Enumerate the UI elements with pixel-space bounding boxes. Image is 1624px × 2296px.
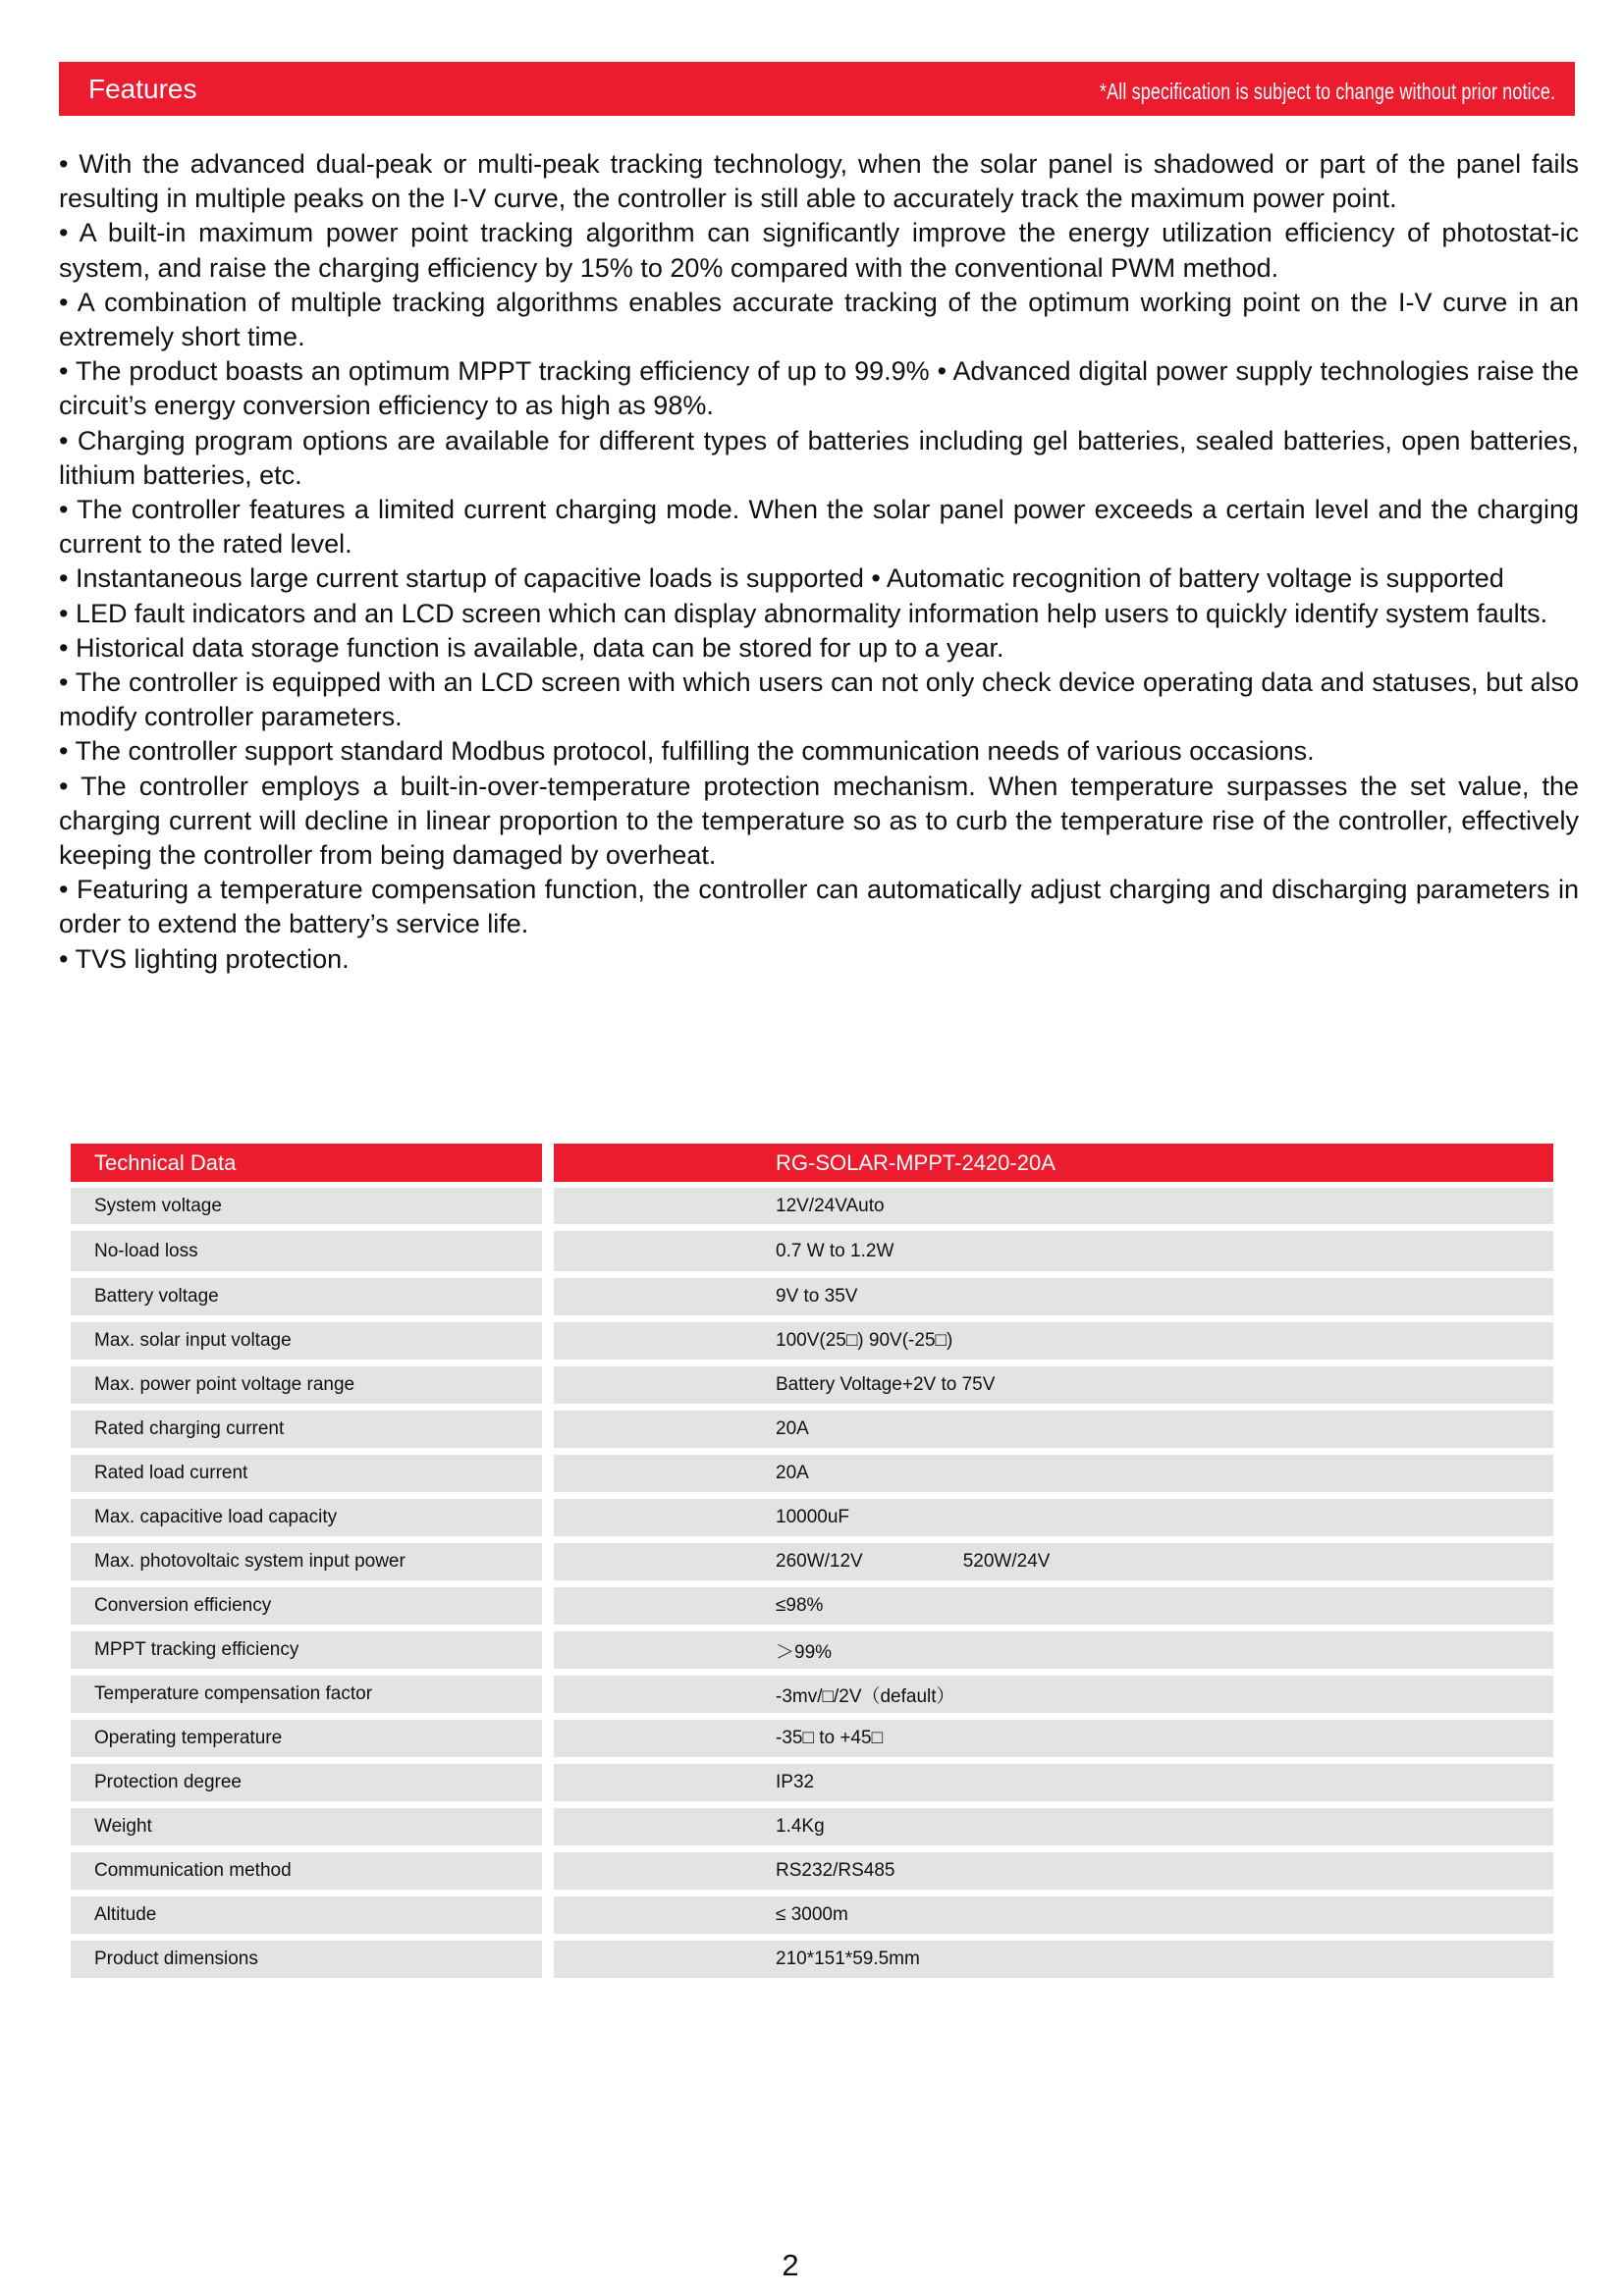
- spec-value: 12V/24VAuto: [554, 1188, 1553, 1224]
- table-header-model: RG-SOLAR-MPPT-2420-20A: [554, 1144, 1553, 1182]
- spec-value: Battery Voltage+2V to 75V: [554, 1366, 1553, 1404]
- feature-item: • TVS lighting protection.: [59, 943, 350, 974]
- spec-label: System voltage: [71, 1188, 542, 1224]
- feature-item: • Historical data storage function is available, data can be stored for up to a year.: [59, 632, 1004, 663]
- table-row: [71, 1720, 1553, 1757]
- spec-label: Altitude: [71, 1896, 542, 1934]
- table-row: [71, 1631, 1553, 1669]
- features-header-bar: [59, 62, 1575, 116]
- feature-item: • A combination of multiple tracking algorithms enables accurate tracking of the optimum working point on the I-V curve in an extremely short time.: [59, 287, 1579, 352]
- table-row: [71, 1764, 1553, 1801]
- table-row: [71, 1587, 1553, 1625]
- feature-item: • A built-in maximum power point tracking algorithm can significantly improve the energy utilization efficiency of photostat-ic system, and raise the charging efficiency by 15% to 20% compared with the conventional PWM method.: [59, 218, 1579, 283]
- table-row: [71, 1808, 1553, 1845]
- spec-label: Rated charging current: [71, 1411, 542, 1448]
- spec-label: Battery voltage: [71, 1278, 542, 1315]
- spec-value: 210*151*59.5mm: [554, 1941, 1553, 1978]
- table-row: [71, 1322, 1553, 1360]
- table-row: [71, 1411, 1553, 1448]
- table-row: [71, 1231, 1553, 1271]
- table-row: [71, 1499, 1553, 1536]
- page-number: 2: [782, 2248, 799, 2282]
- spec-value-24v: 520W/24V: [962, 1551, 1051, 1572]
- feature-item: • LED fault indicators and an LCD screen which can display abnormality information help users to quickly identify system faults.: [59, 598, 1548, 628]
- feature-item: • Instantaneous large current startup of capacitive loads is supported • Automatic recognition of battery voltage is supported: [59, 563, 1504, 594]
- spec-label: Max. capacitive load capacity: [71, 1499, 542, 1536]
- spec-value: 20A: [554, 1411, 1553, 1448]
- technical-data-table: [71, 1144, 1553, 1985]
- feature-item: • The controller features a limited current charging mode. When the solar panel power exceeds a certain level and the charging current to the rated level.: [59, 495, 1579, 560]
- table-row: [71, 1366, 1553, 1404]
- table-row: [71, 1676, 1553, 1713]
- spec-value: -35□ to +45□: [554, 1720, 1553, 1757]
- table-row: [71, 1455, 1553, 1492]
- feature-item: • The controller employs a built-in-over-temperature protection mechanism. When temperature surpasses the set value, the charging current will decline in linear proportion to the temperature so as to curb the temperature rise of the controller, effectively keeping the controller from being damaged by overheat.: [59, 771, 1579, 871]
- spec-label: No-load loss: [71, 1231, 542, 1271]
- spec-label: Operating temperature: [71, 1720, 542, 1757]
- spec-value: ＞99%: [554, 1631, 1553, 1669]
- table-header-label: Technical Data: [71, 1144, 542, 1182]
- spec-value: ≤98%: [554, 1587, 1553, 1625]
- spec-label: Max. photovoltaic system input power: [71, 1543, 542, 1580]
- table-row: [71, 1543, 1553, 1580]
- spec-value: 20A: [554, 1455, 1553, 1492]
- spec-value: RS232/RS485: [554, 1852, 1553, 1890]
- spec-label: Protection degree: [71, 1764, 542, 1801]
- feature-item: • Featuring a temperature compensation function, the controller can automatically adjust charging and discharging parameters in order to extend the battery’s service life.: [59, 875, 1579, 939]
- spec-value: ≤ 3000m: [554, 1896, 1553, 1934]
- spec-value: 0.7 W to 1.2W: [554, 1231, 1553, 1271]
- feature-item: • With the advanced dual-peak or multi-peak tracking technology, when the solar panel is shadowed or part of the panel fails resulting in multiple peaks on the I-V curve, the controller is still able to accurately track the maximum power point.: [59, 149, 1579, 214]
- spec-value: 1.4Kg: [554, 1808, 1553, 1845]
- spec-value: IP32: [554, 1764, 1553, 1801]
- spec-value: 100V(25□) 90V(-25□): [554, 1322, 1553, 1360]
- spec-label: Rated load current: [71, 1455, 542, 1492]
- spec-value: -3mv/□/2V（default）: [554, 1676, 1553, 1713]
- spec-value: 9V to 35V: [554, 1278, 1553, 1315]
- spec-label: Max. power point voltage range: [71, 1366, 542, 1404]
- spec-label: Max. solar input voltage: [71, 1322, 542, 1360]
- spec-label: Temperature compensation factor: [71, 1676, 542, 1713]
- feature-item: • The controller support standard Modbus protocol, fulfilling the communication needs of various occasions.: [59, 736, 1315, 767]
- table-row: [71, 1278, 1553, 1315]
- table-row: [71, 1852, 1553, 1890]
- spec-label: MPPT tracking efficiency: [71, 1631, 542, 1669]
- table-row: [71, 1941, 1553, 1978]
- spec-value: 10000uF: [554, 1499, 1553, 1536]
- spec-label: Product dimensions: [71, 1941, 542, 1978]
- feature-item: • The product boasts an optimum MPPT tracking efficiency of up to 99.9% • Advanced digital power supply technologies raise the circuit’s energy conversion efficiency to as high as 98%.: [59, 356, 1579, 421]
- table-row: [71, 1896, 1553, 1934]
- spec-label: Communication method: [71, 1852, 542, 1890]
- table-row: [71, 1188, 1553, 1224]
- feature-item: • The controller is equipped with an LCD screen with which users can not only check device operating data and statuses, but also modify controller parameters.: [59, 667, 1579, 732]
- spec-label: Conversion efficiency: [71, 1587, 542, 1625]
- spec-value: [554, 1543, 1553, 1580]
- spec-label: Weight: [71, 1808, 542, 1845]
- spec-value-12v: 260W/12V: [776, 1551, 863, 1572]
- features-list: [59, 147, 1579, 977]
- feature-item: • Charging program options are available for different types of batteries including gel batteries, sealed batteries, open batteries, lithium batteries, etc.: [59, 425, 1579, 490]
- disclaimer-note: *All specification is subject to change without prior notice.: [1099, 79, 1555, 104]
- table-header-row: [71, 1144, 1553, 1182]
- section-title: Features: [88, 74, 197, 104]
